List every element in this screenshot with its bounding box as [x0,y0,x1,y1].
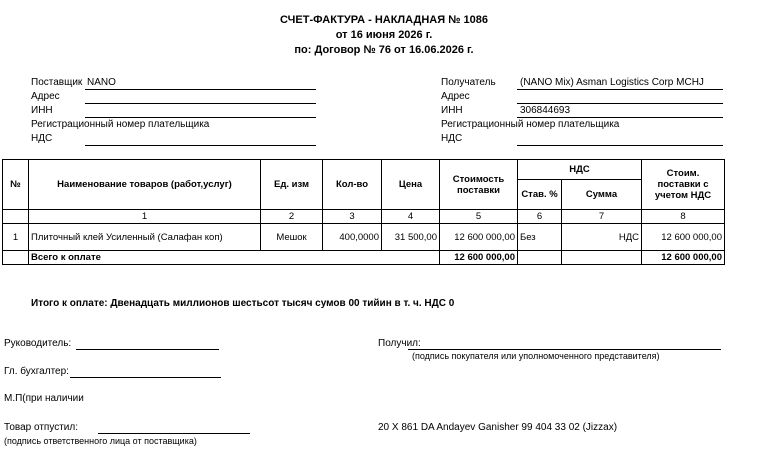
row-num: 1 [3,224,29,251]
colnum-2: 2 [261,210,323,224]
director-label: Руководитель: [4,338,72,349]
supplier-inn-label: ИНН [31,105,53,116]
invoice-date: от 16 июня 2026 г. [335,29,433,41]
row-rate: Без [518,224,562,251]
total-cost: 12 600 000,00 [440,251,518,265]
supplier-nds-label: НДС [31,133,53,144]
total-total: 12 600 000,00 [642,251,725,265]
total-row [3,251,725,265]
supplier-address-line [85,91,316,104]
received-line [408,337,721,350]
received-note: (подпись покупателя или уполномоченного представителя) [412,351,660,361]
colnum-4: 4 [382,210,440,224]
row-sum: НДС [562,224,642,251]
recipient-inn-label: ИНН [441,105,463,116]
colnum-empty [3,210,29,224]
row-cost: 12 600 000,00 [440,224,518,251]
colnum-8: 8 [642,210,725,224]
recipient-nds-label: НДС [441,133,463,144]
supplier-label: Поставщик [31,77,83,88]
summary-text: Итого к оплате: Двенадцать миллионов шестьсот тысяч сумов 00 тийин в т. ч. НДС 0 [31,298,455,309]
recipient-name-line [517,77,723,90]
header-qty: Кол-во [323,160,382,210]
header-num: № [3,160,29,210]
colnum-3: 3 [323,210,382,224]
recipient-address-line [517,91,723,104]
recipient-label: Получатель [441,77,496,88]
row-qty: 400,0000 [323,224,382,251]
recipient-address-label: Адрес [441,91,470,102]
row-total: 12 600 000,00 [642,224,725,251]
colnum-6: 6 [518,210,562,224]
header-cost: Стоимость поставки [440,160,518,210]
row-name: Плиточный клей Усиленный (Салафан коп) [29,224,261,251]
supplier-address-label: Адрес [31,91,60,102]
total-rate-empty [518,251,562,265]
received-label: Получил: [378,338,421,349]
invoice-title: СЧЕТ-ФАКТУРА - НАКЛАДНАЯ № 1086 [280,14,488,26]
stamp-label: М.П(при наличии [4,393,84,404]
supplier-name: NANO [87,77,116,88]
table-row [3,224,725,251]
header-price: Цена [382,160,440,210]
header-unit: Ед. изм [261,160,323,210]
row-unit: Мешок [261,224,323,251]
colnum-7: 7 [562,210,642,224]
director-line [76,337,219,350]
accountant-line [70,365,221,378]
header-total: Стоим. поставки с учетом НДС [642,160,725,210]
supplier-inn-line [85,105,316,118]
released-note: (подпись ответственного лица от поставщика) [4,436,197,446]
released-line [98,421,250,434]
header-nds: НДС [518,160,642,180]
driver-info: 20 X 861 DA Andayev Ganisher 99 404 33 02 (Jizzax) [378,422,618,433]
colnum-5: 5 [440,210,518,224]
header-sum: Сумма [562,180,642,210]
total-sum-empty [562,251,642,265]
accountant-label: Гл. бухгалтер: [4,366,69,377]
supplier-name-line [85,77,316,90]
recipient-inn-value: 306844693 [520,105,571,116]
total-label: Всего к оплате [29,251,440,265]
invoice-contract: по: Договор № 76 от 16.06.2026 г. [294,44,474,56]
supplier-nds-line [85,133,316,146]
total-empty [3,251,29,265]
recipient-nds-line [517,133,723,146]
colnum-1: 1 [29,210,261,224]
supplier-reg-label: Регистрационный номер плательщика [31,119,210,130]
recipient-reg-label: Регистрационный номер плательщика [441,119,620,130]
released-label: Товар отпустил: [4,422,78,433]
recipient-inn-line [517,105,723,118]
invoice-table [2,159,725,265]
header-rate: Став. % [518,180,562,210]
row-price: 31 500,00 [382,224,440,251]
recipient-name: (NANO Mix) Asman Logistics Corp MCHJ [520,77,704,88]
header-name: Наименование товаров (работ,услуг) [29,160,261,210]
